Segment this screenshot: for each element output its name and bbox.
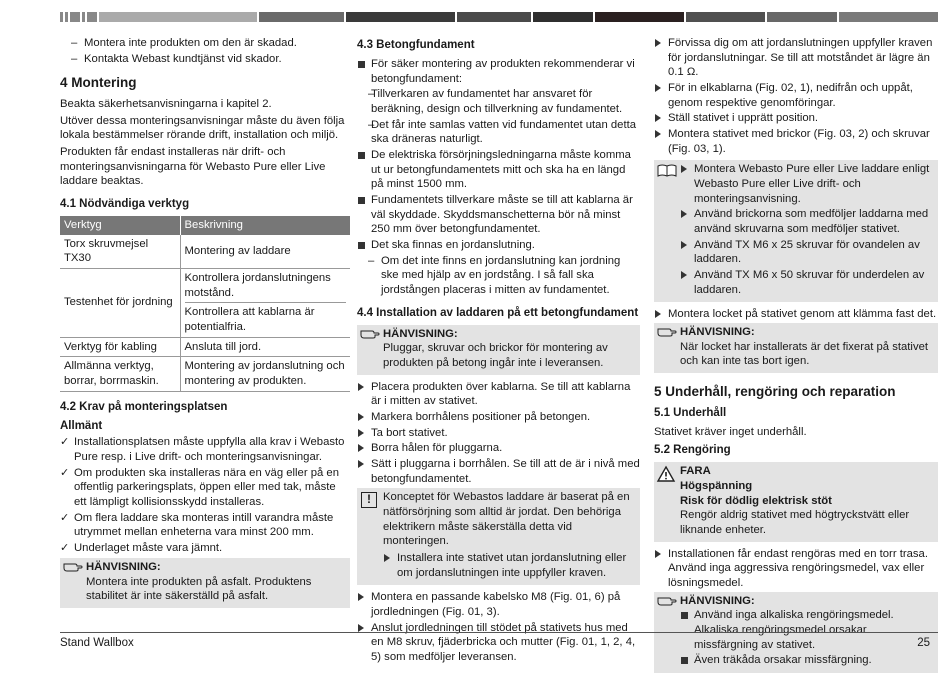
note-title: HÄNVISNING: bbox=[680, 326, 755, 339]
section-4-4-heading: 4.4 Installation av laddaren på ett betongfundament bbox=[357, 306, 639, 319]
note-box bbox=[357, 325, 640, 375]
step-item: Installationen får endast rengöras med en torr trasa. Använd inga aggressiva rengöringsmedel, vax eller lösningsmedel. bbox=[654, 547, 938, 591]
table-cell: Verktyg för kabling bbox=[60, 337, 180, 357]
check-item: ✓ Om flera laddare ska monteras intill varandra måste utrymmet mellan enheterna vara minst 200 mm. bbox=[60, 511, 350, 540]
list-item: Använd inga alkaliska rengöringsmedel. Alkaliska rengöringsmedel orsakar missfärgning av stativet. bbox=[680, 608, 932, 652]
table-cell: Allmänna verktyg, borrar, borrmaskin. bbox=[60, 357, 180, 391]
step-item: Montera en passande kabelsko M8 (Fig. 01, 6) på jordledningen (Fig. 01, 3). bbox=[357, 590, 640, 619]
table-cell: Kontrollera jordanslutningens motstånd. Kontrollera att kablarna är potentialfria. bbox=[180, 268, 350, 337]
page-number: 25 bbox=[917, 637, 930, 649]
step-item: Använd brickorna som medföljer laddarna med använd skruvarna som medföljer stativet. bbox=[680, 207, 932, 236]
page-footer bbox=[60, 632, 938, 651]
warning-triangle-icon bbox=[657, 466, 675, 482]
list-item: Det ska finnas en jordanslutning. bbox=[357, 238, 640, 253]
open-book-icon bbox=[657, 164, 677, 177]
check-item: ✓ Underlaget måste vara jämnt. bbox=[60, 541, 350, 556]
step-item: Placera produkten över kablarna. Se till att kablarna är i mitten av stativet. bbox=[357, 380, 640, 409]
column-1 bbox=[60, 36, 350, 613]
step-item: Anslut jordledningen till stödet på stativets hus med en M8 skruv, fjäderbricka och mutter (Fig. 01, 1, 2, 4, 5) som medföljer leveransen. bbox=[357, 621, 640, 665]
table-cell: Testenhet för jordning bbox=[60, 268, 180, 337]
list-item: – Montera inte produkten om den är skadad. bbox=[60, 36, 350, 51]
step-item: Förvissa dig om att jordanslutningen uppfyller kraven för jordanslutningar. Se till att motståndet är lägre än 0.1 Ω. bbox=[654, 36, 938, 80]
table-row bbox=[60, 337, 350, 357]
list-item: Även träkåda orsakar missfärgning. bbox=[680, 653, 932, 668]
section-4-3-heading: 4.3 Betongfundament bbox=[357, 39, 475, 51]
step-item: Installera inte stativet utan jordanslutning eller om jordanslutningen inte uppfyller kraven. bbox=[383, 551, 634, 580]
header-color-bar bbox=[60, 12, 938, 22]
section-5-1-heading: 5.1 Underhåll bbox=[654, 406, 727, 419]
list-item: Fundamentets tillverkare måste se till att kablarna är väl skyddade. Skyddsmanschetterna bör nå minst 250 mm över betongfundamentet. bbox=[357, 193, 640, 237]
note-title: HÄNVISNING: bbox=[680, 594, 755, 607]
step-item: Montera stativet med brickor (Fig. 03, 2) och skruvar (Fig. 03, 1). bbox=[654, 127, 938, 156]
subheading: Allmänt bbox=[60, 419, 103, 432]
step-item: Montera locket på stativet genom att klämma fast det. bbox=[654, 307, 938, 322]
step-item: Markera borrhålens positioner på betongen. bbox=[357, 410, 640, 425]
table-header: Verktyg bbox=[60, 216, 180, 235]
warning-box bbox=[357, 488, 640, 585]
pointing-hand-icon bbox=[360, 328, 380, 339]
table-cell: Torx skruvmejsel TX30 bbox=[60, 235, 180, 269]
check-item: ✓ Installationsplatsen måste uppfylla alla krav i Webasto Pure resp. i Live drift- och monteringsanvisningar. bbox=[60, 435, 350, 464]
warning-text: Konceptet för Webastos laddare är baserat på en nätförsörjning som alltid är jordat. Den behöriga elektrikern måste säkerställa detta vid monteringen. bbox=[383, 491, 630, 548]
paragraph: Produkten får endast installeras när drift- och monteringsanvisningarna för Webasto Pure eller Live laddare beaktas. bbox=[60, 145, 326, 188]
table-row bbox=[60, 268, 350, 337]
list-item: – Tillverkaren av fundamentet har ansvaret för beräkning, design och tillverkning av fundamentet. bbox=[357, 87, 640, 116]
danger-title: FARA bbox=[680, 465, 711, 478]
list-item: – Om det inte finns en jordanslutning kan jordning ske med hjälp av en jordstång. I så fall ska jordstången placeras i mitten av fundamentet. bbox=[357, 254, 640, 298]
section-4-1-heading: 4.1 Nödvändiga verktyg bbox=[60, 197, 190, 210]
note-box bbox=[60, 558, 350, 608]
step-item: Borra hålen för pluggarna. bbox=[357, 441, 640, 456]
danger-subtitle: Risk för dödlig elektrisk stöt bbox=[680, 494, 832, 507]
table-cell: Ansluta till jord. bbox=[180, 337, 350, 357]
footer-title: Stand Wallbox bbox=[60, 637, 134, 649]
manual-reference-box bbox=[654, 160, 938, 302]
section-4-2-heading: 4.2 Krav på monteringsplatsen bbox=[60, 400, 228, 413]
step-item: För in elkablarna (Fig. 02, 1), nedifrån och uppåt, genom respektive genomföringar. bbox=[654, 81, 938, 110]
column-2 bbox=[357, 36, 640, 666]
paragraph: Stativet kräver inget underhåll. bbox=[654, 425, 807, 438]
list-item: – Det får inte samlas vatten vid fundamentet utan detta ska dräneras naturligt. bbox=[357, 118, 640, 147]
step-item: Ställ stativet i upprätt position. bbox=[654, 111, 938, 126]
step-item: Ta bort stativet. bbox=[357, 426, 640, 441]
section-4-heading: 4 Montering bbox=[60, 75, 137, 91]
tools-table bbox=[60, 216, 350, 392]
table-row bbox=[60, 235, 350, 269]
pointing-hand-icon bbox=[657, 595, 677, 606]
check-item: ✓ Om produkten ska installeras nära en väg eller på en offentlig parkeringsplats, öppen eller med tak, måste ett lämpligt kollisionsskydd installeras. bbox=[60, 466, 350, 510]
list-item: De elektriska försörjningsledningarna måste komma ut ur betongfundamentets mitt och ska ha en längd på minst 1500 mm. bbox=[357, 148, 640, 192]
step-item: Använd TX M6 x 25 skruvar för ovandelen av laddaren. bbox=[680, 238, 932, 267]
list-item: För säker montering av produkten rekommenderar vi betongfundament: bbox=[357, 57, 640, 86]
note-title: HÄNVISNING: bbox=[383, 327, 458, 340]
note-text: När locket har installerats är det fixerat på stativet och kan inte tas bort igen. bbox=[680, 340, 929, 368]
paragraph: Utöver dessa monteringsanvisningar måste du även följa lokala bestämmelser rörande drift, installation och miljö. bbox=[60, 114, 345, 142]
table-cell: Montering av jordanslutning och montering av produkten. bbox=[180, 357, 350, 391]
table-row bbox=[60, 357, 350, 391]
pointing-hand-icon bbox=[657, 326, 677, 337]
exclamation-icon: ! bbox=[361, 492, 377, 508]
note-title: HÄNVISNING: bbox=[86, 560, 161, 573]
pointing-hand-icon bbox=[63, 561, 83, 572]
section-5-2-heading: 5.2 Rengöring bbox=[654, 444, 731, 457]
danger-box bbox=[654, 462, 938, 541]
step-item: Montera Webasto Pure eller Live laddare enligt Webasto Pure eller Live drift- och monteringsanvisning. bbox=[680, 162, 932, 206]
note-text: Pluggar, skruvar och brickor för montering av produkten på betong ingår inte i leveransen. bbox=[383, 342, 608, 369]
step-item: Sätt i pluggarna i borrhålen. Se till att de är i nivå med betongfundamentet. bbox=[357, 457, 640, 486]
danger-text: Rengör aldrig stativet med högtryckstvätt eller liknande enheter. bbox=[680, 509, 910, 536]
section-5-heading: 5 Underhåll, rengöring och reparation bbox=[654, 384, 896, 400]
table-cell: Montering av laddare bbox=[180, 235, 350, 269]
note-box bbox=[654, 323, 938, 373]
paragraph: Beakta säkerhetsanvisningarna i kapitel 2. bbox=[60, 97, 272, 110]
danger-subtitle: Högspänning bbox=[680, 479, 753, 492]
note-text: Montera inte produkten på asfalt. Produktens stabilitet är inte säkerställd på asfalt. bbox=[86, 575, 312, 603]
step-item: Använd TX M6 x 50 skruvar för underdelen av laddaren. bbox=[680, 268, 932, 297]
list-item: – Kontakta Webast kundtjänst vid skador. bbox=[60, 52, 350, 67]
table-header: Beskrivning bbox=[180, 216, 350, 235]
column-3 bbox=[654, 36, 938, 678]
